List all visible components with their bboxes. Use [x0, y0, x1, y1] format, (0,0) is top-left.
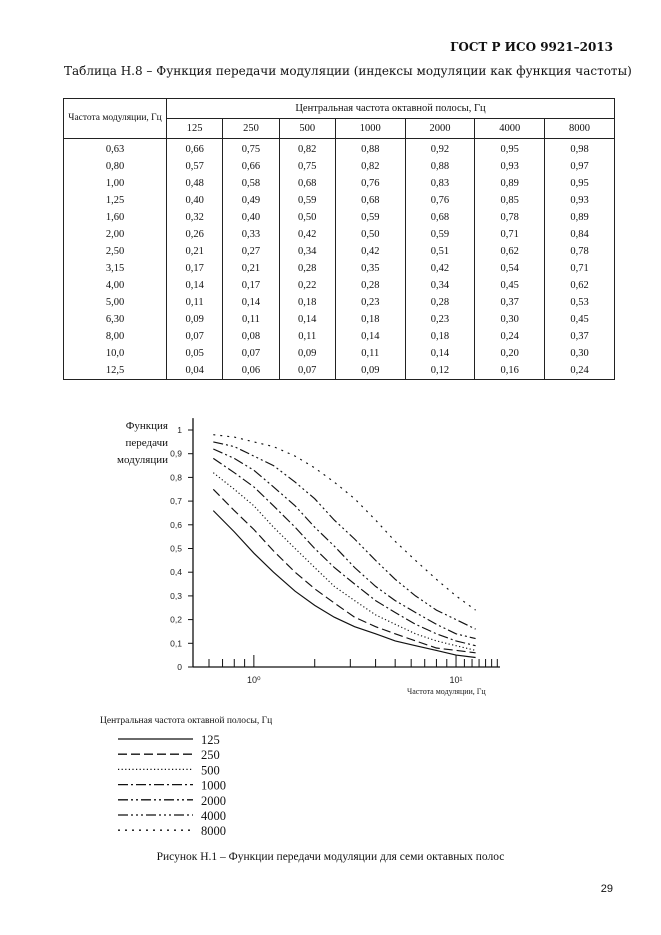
y-tick-label: 0,7 [170, 496, 182, 507]
table-cell: 0,11 [167, 294, 223, 311]
table-cell: 0,37 [545, 328, 615, 345]
series-line-4000 [213, 442, 475, 629]
table-cell: 0,18 [335, 311, 405, 328]
table-cell: 0,75 [279, 158, 335, 175]
y-tick-label: 0 [177, 662, 182, 672]
table-cell: 0,14 [405, 345, 475, 362]
table-cell: 0,40 [167, 192, 223, 209]
table-cell: 0,78 [545, 243, 615, 260]
col-header: 500 [279, 119, 335, 139]
table-cell: 0,42 [279, 226, 335, 243]
table-cell: 0,83 [405, 175, 475, 192]
series-line-8000 [213, 435, 475, 610]
table-cell: 0,14 [279, 311, 335, 328]
table-cell: 0,14 [223, 294, 279, 311]
series-line-125 [213, 511, 475, 658]
legend-label: 125 [201, 733, 220, 747]
table-cell: 0,14 [335, 328, 405, 345]
table-cell: 0,75 [223, 139, 279, 159]
col-header: 250 [223, 119, 279, 139]
table-cell: 0,30 [545, 345, 615, 362]
table-cell: 0,21 [223, 260, 279, 277]
table-cell: 0,68 [279, 175, 335, 192]
table-cell: 0,11 [335, 345, 405, 362]
table-cell: 0,11 [279, 328, 335, 345]
table-cell: 0,42 [335, 243, 405, 260]
page-number: 29 [600, 883, 613, 895]
table-cell: 5,00 [64, 294, 167, 311]
table-cell: 0,53 [545, 294, 615, 311]
table-cell: 0,50 [279, 209, 335, 226]
table-cell: 0,09 [279, 345, 335, 362]
table-cell: 0,24 [545, 362, 615, 380]
y-tick-label: 0,4 [170, 567, 182, 578]
table-cell: 0,68 [335, 192, 405, 209]
col-header: 4000 [475, 119, 545, 139]
table-cell: 0,07 [279, 362, 335, 380]
table-cell: 0,95 [545, 175, 615, 192]
legend-label: 8000 [201, 824, 226, 839]
table-cell: 0,59 [405, 226, 475, 243]
table-cell: 0,18 [279, 294, 335, 311]
table-cell: 0,20 [475, 345, 545, 362]
table-cell: 8,00 [64, 328, 167, 345]
table-cell: 0,76 [335, 175, 405, 192]
table-cell: 0,32 [167, 209, 223, 226]
table-cell: 0,82 [279, 139, 335, 159]
table-cell: 0,89 [475, 175, 545, 192]
y-tick-label: 0,9 [170, 448, 182, 459]
row-header: Частота модуляции, Гц [64, 99, 167, 139]
table-cell: 0,88 [405, 158, 475, 175]
table-cell: 0,57 [167, 158, 223, 175]
table-cell: 0,58 [223, 175, 279, 192]
table-cell: 12,5 [64, 362, 167, 380]
y-tick-label: 1 [177, 425, 182, 435]
table-cell: 0,42 [405, 260, 475, 277]
col-header: 8000 [545, 119, 615, 139]
table-cell: 0,59 [279, 192, 335, 209]
table-cell: 0,84 [545, 226, 615, 243]
y-tick-label: 0,3 [170, 590, 182, 601]
table-cell: 0,48 [167, 175, 223, 192]
table-cell: 0,33 [223, 226, 279, 243]
table-cell: 0,07 [223, 345, 279, 362]
table-cell: 3,15 [64, 260, 167, 277]
table-cell: 0,34 [405, 277, 475, 294]
table-cell: 0,26 [167, 226, 223, 243]
table-cell: 0,92 [405, 139, 475, 159]
table-cell: 2,50 [64, 243, 167, 260]
table-cell: 0,68 [405, 209, 475, 226]
table-caption: Таблица Н.8 – Функция передачи модуляции (индексы модуляции как функция частоты) [64, 64, 632, 78]
table-cell: 1,60 [64, 209, 167, 226]
table-cell: 0,66 [223, 158, 279, 175]
table-cell: 0,17 [223, 277, 279, 294]
table-cell: 0,07 [167, 328, 223, 345]
legend-label: 2000 [201, 793, 226, 808]
table-cell: 0,28 [279, 260, 335, 277]
y-axis-label: Функция передачи модуляции [117, 420, 168, 466]
table-cell: 0,24 [475, 328, 545, 345]
table-cell: 1,00 [64, 175, 167, 192]
x-axis-label: Частота модуляции, Гц [407, 687, 486, 696]
y-tick-label: 0,1 [170, 638, 182, 649]
table-cell: 0,30 [475, 311, 545, 328]
col-group-header: Центральная частота октавной полосы, Гц [167, 99, 615, 119]
table-cell: 2,00 [64, 226, 167, 243]
legend-label: 250 [201, 748, 220, 763]
table-cell: 0,28 [405, 294, 475, 311]
table-cell: 0,62 [475, 243, 545, 260]
col-header: 1000 [335, 119, 405, 139]
table-cell: 0,23 [335, 294, 405, 311]
table-cell: 0,54 [475, 260, 545, 277]
table-cell: 0,71 [475, 226, 545, 243]
table-cell: 0,28 [335, 277, 405, 294]
table-cell: 0,97 [545, 158, 615, 175]
table-cell: 0,88 [335, 139, 405, 159]
table-cell: 0,95 [475, 139, 545, 159]
table-cell: 0,93 [475, 158, 545, 175]
table-cell: 0,45 [545, 311, 615, 328]
table-cell: 0,80 [64, 158, 167, 175]
legend-label: 500 [201, 763, 220, 778]
series-line-250 [213, 489, 475, 653]
table-cell: 0,59 [335, 209, 405, 226]
table-cell: 0,27 [223, 243, 279, 260]
table-cell: 0,21 [167, 243, 223, 260]
table-cell: 0,71 [545, 260, 615, 277]
table-cell: 0,04 [167, 362, 223, 380]
table-cell: 0,37 [475, 294, 545, 311]
table-cell: 0,76 [405, 192, 475, 209]
table-cell: 6,30 [64, 311, 167, 328]
y-tick-label: 0,8 [170, 472, 182, 483]
table-cell: 0,23 [405, 311, 475, 328]
table-cell: 0,82 [335, 158, 405, 175]
table-cell: 0,50 [335, 226, 405, 243]
figure-caption: Рисунок Н.1 – Функции передачи модуляции для семи октавных полос [156, 851, 505, 863]
x-tick-label: 10⁰ [247, 675, 261, 685]
table-cell: 0,22 [279, 277, 335, 294]
y-tick-label: 0,2 [170, 614, 182, 625]
table-cell: 10,0 [64, 345, 167, 362]
legend-title: Центральная частота октавной полосы, Гц [100, 716, 273, 726]
table-cell: 0,89 [545, 209, 615, 226]
table-cell: 0,85 [475, 192, 545, 209]
table-cell: 0,78 [475, 209, 545, 226]
table-cell: 0,17 [167, 260, 223, 277]
table-cell: 0,51 [405, 243, 475, 260]
table-cell: 0,05 [167, 345, 223, 362]
legend-label: 4000 [201, 809, 226, 823]
col-header: 2000 [405, 119, 475, 139]
table-cell: 0,93 [545, 192, 615, 209]
x-tick-label: 10¹ [449, 675, 463, 685]
table-cell: 0,63 [64, 139, 167, 159]
table-cell: 0,35 [335, 260, 405, 277]
table-cell: 0,98 [545, 139, 615, 159]
table-cell: 0,49 [223, 192, 279, 209]
table-cell: 0,11 [223, 311, 279, 328]
table-cell: 0,34 [279, 243, 335, 260]
table-cell: 1,25 [64, 192, 167, 209]
table-cell: 4,00 [64, 277, 167, 294]
standard-header: ГОСТ Р ИСО 9921–2013 [450, 40, 613, 54]
table-cell: 0,16 [475, 362, 545, 380]
table-cell: 0,08 [223, 328, 279, 345]
table-cell: 0,14 [167, 277, 223, 294]
table-cell: 0,66 [167, 139, 223, 159]
table-cell: 0,62 [545, 277, 615, 294]
table-cell: 0,40 [223, 209, 279, 226]
y-tick-label: 0,6 [170, 519, 182, 530]
table-cell: 0,12 [405, 362, 475, 380]
col-header: 125 [167, 119, 223, 139]
table-cell: 0,45 [475, 277, 545, 294]
table-cell: 0,18 [405, 328, 475, 345]
table-cell: 0,06 [223, 362, 279, 380]
table-cell: 0,09 [167, 311, 223, 328]
table-cell: 0,09 [335, 362, 405, 380]
legend-label: 1000 [201, 778, 226, 793]
y-tick-label: 0,5 [170, 543, 182, 554]
